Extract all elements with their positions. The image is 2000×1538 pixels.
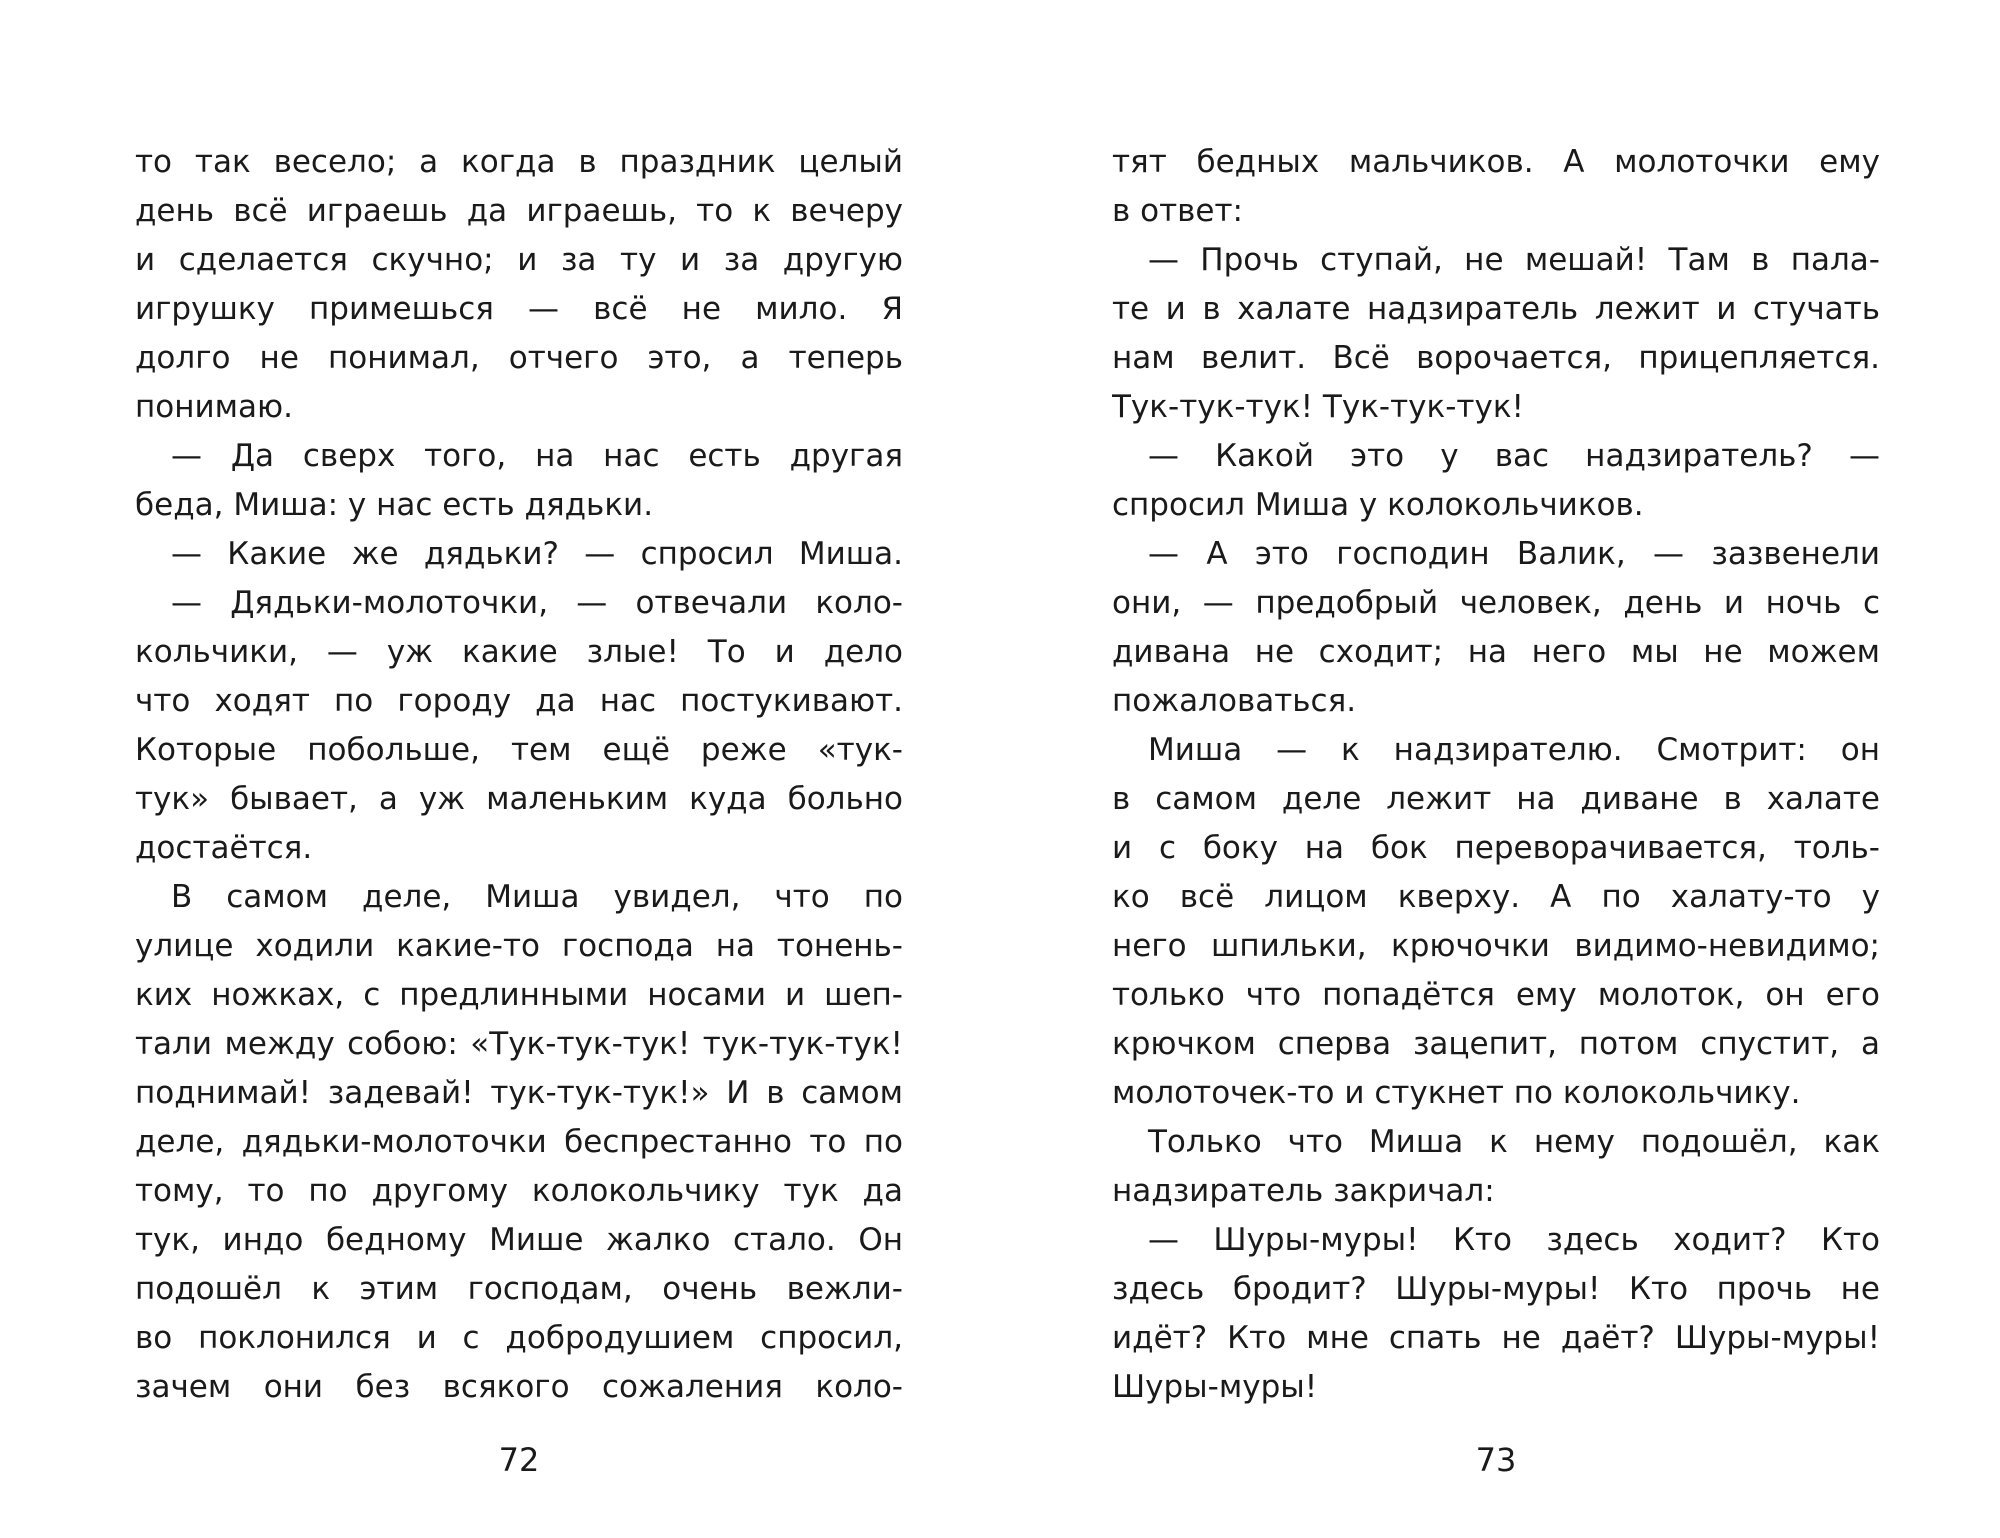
text-line: тому, то по другому колокольчику тук да bbox=[135, 1173, 903, 1209]
text-line: тят бедных мальчиков. А молоточки ему bbox=[1112, 144, 1880, 180]
text-line: и с боку на бок переворачивается, толь- bbox=[1112, 830, 1880, 866]
text-line: тали между собою: «Тук-тук-тук! тук-тук-тук! bbox=[135, 1026, 903, 1062]
text-line: что ходят по городу да нас постукивают. bbox=[135, 683, 903, 719]
text-line: В самом деле, Миша увидел, что по bbox=[171, 879, 903, 915]
text-line: — Шуры-муры! Кто здесь ходит? Кто bbox=[1148, 1222, 1880, 1258]
text-line: надзиратель закричал: bbox=[1112, 1173, 1495, 1209]
text-line: Только что Миша к нему подошёл, как bbox=[1148, 1124, 1880, 1160]
text-line: в самом деле лежит на диване в халате bbox=[1112, 781, 1880, 817]
text-line: достаётся. bbox=[135, 830, 313, 866]
text-line: здесь бродит? Шуры-муры! Кто прочь не bbox=[1112, 1271, 1880, 1307]
text-line: него шпильки, крючочки видимо-невидимо; bbox=[1112, 928, 1880, 964]
text-line: только что попадётся ему молоток, он его bbox=[1112, 977, 1880, 1013]
text-line: в ответ: bbox=[1112, 193, 1243, 229]
text-line: беда, Миша: у нас есть дядьки. bbox=[135, 487, 654, 523]
text-line: день всё играешь да играешь, то к вечеру bbox=[135, 193, 903, 229]
text-line: то так весело; а когда в праздник целый bbox=[135, 144, 903, 180]
text-line: тук, индо бедному Мише жалко стало. Он bbox=[135, 1222, 903, 1258]
text-line: Тук-тук-тук! Тук-тук-тук! bbox=[1112, 389, 1524, 425]
text-line: дивана не сходит; на него мы не можем bbox=[1112, 634, 1880, 670]
text-line: тук» бывает, а уж маленьким куда больно bbox=[135, 781, 903, 817]
text-line: молоточек-то и стукнет по колокольчику. bbox=[1112, 1075, 1801, 1111]
text-line: пожаловаться. bbox=[1112, 683, 1357, 719]
text-line: Шуры-муры! bbox=[1112, 1369, 1318, 1405]
text-line: — А это господин Валик, — зазвенели bbox=[1148, 536, 1880, 572]
text-line: — Прочь ступай, не мешай! Там в пала- bbox=[1148, 242, 1880, 278]
text-line: и сделается скучно; и за ту и за другую bbox=[135, 242, 903, 278]
text-line: крючком сперва зацепит, потом спустит, а bbox=[1112, 1026, 1880, 1062]
text-line: подошёл к этим господам, очень вежли- bbox=[135, 1271, 903, 1307]
text-line: поднимай! задевай! тук-тук-тук!» И в самом bbox=[135, 1075, 903, 1111]
text-line: Миша — к надзирателю. Смотрит: он bbox=[1148, 732, 1880, 768]
text-line: понимаю. bbox=[135, 389, 293, 425]
text-line: идёт? Кто мне спать не даёт? Шуры-муры! bbox=[1112, 1320, 1880, 1356]
text-line: Которые побольше, тем ещё реже «тук- bbox=[135, 732, 903, 768]
text-line: деле, дядьки-молоточки беспрестанно то по bbox=[135, 1124, 903, 1160]
text-line: спросил Миша у колокольчиков. bbox=[1112, 487, 1644, 523]
text-line: ко всё лицом кверху. А по халату-то у bbox=[1112, 879, 1880, 915]
text-line: ких ножках, с предлинными носами и шеп- bbox=[135, 977, 903, 1013]
text-line: во поклонился и с добродушием спросил, bbox=[135, 1320, 903, 1356]
text-line: долго не понимал, отчего это, а теперь bbox=[135, 340, 903, 376]
text-line: кольчики, — уж какие злые! То и дело bbox=[135, 634, 903, 670]
left-page-number: 72 bbox=[498, 1441, 540, 1479]
right-page-text bbox=[1112, 138, 1880, 1412]
text-line: они, — предобрый человек, день и ночь с bbox=[1112, 585, 1880, 621]
text-line: улице ходили какие-то господа на тонень- bbox=[135, 928, 903, 964]
text-line: — Дядьки-молоточки, — отвечали коло- bbox=[171, 585, 903, 621]
text-line: игрушку примешься — всё не мило. Я bbox=[135, 291, 903, 327]
text-line: — Какие же дядьки? — спросил Миша. bbox=[171, 536, 903, 572]
text-line: нам велит. Всё ворочается, прицепляется. bbox=[1112, 340, 1880, 376]
text-line: те и в халате надзиратель лежит и стучать bbox=[1112, 291, 1880, 327]
left-page-text bbox=[135, 138, 903, 1412]
text-line: — Да сверх того, на нас есть другая bbox=[171, 438, 903, 474]
right-page-number: 73 bbox=[1475, 1441, 1517, 1479]
text-line: зачем они без всякого сожаления коло- bbox=[135, 1369, 903, 1405]
text-line: — Какой это у вас надзиратель? — bbox=[1148, 438, 1880, 474]
